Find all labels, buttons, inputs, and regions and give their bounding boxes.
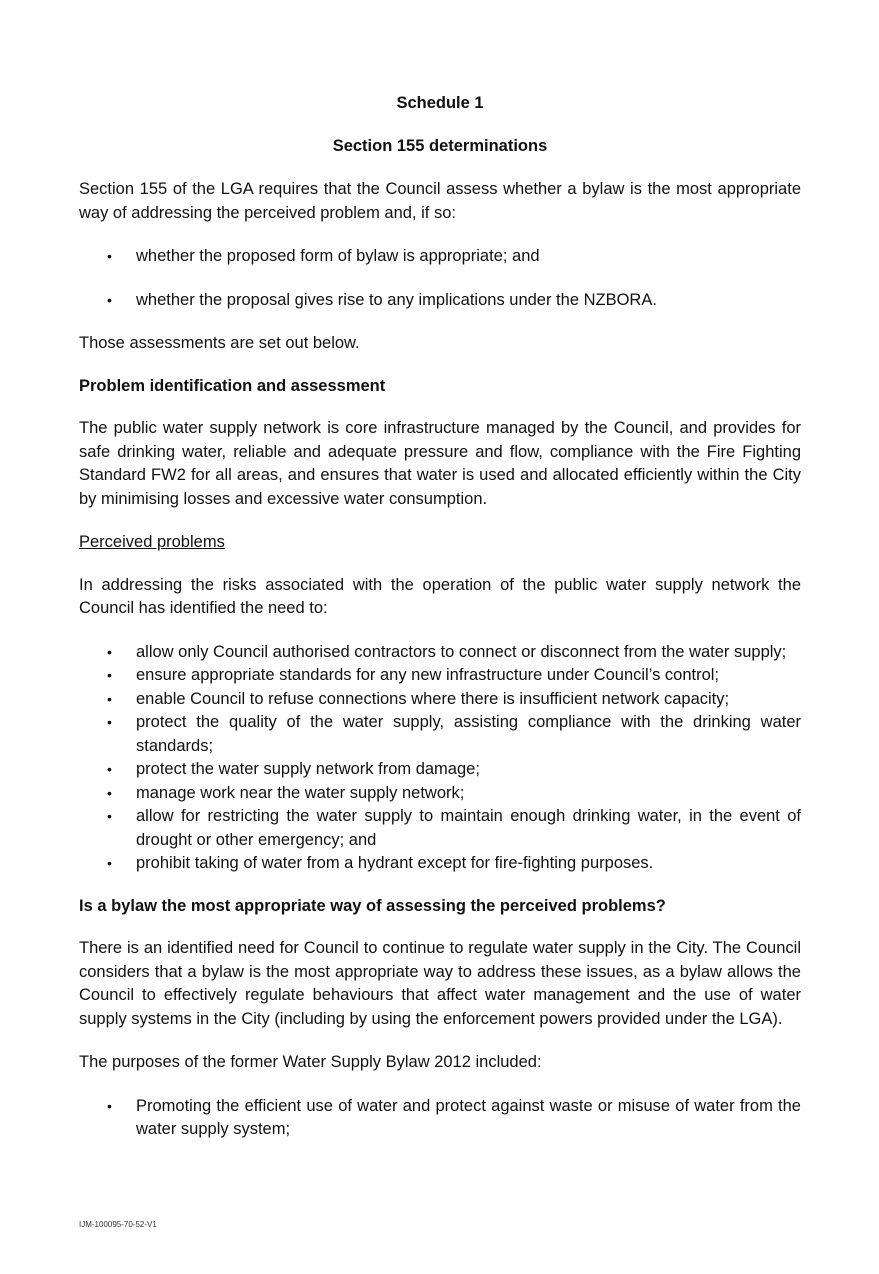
list-item: • enable Council to refuse connections where there is insufficient network capacity;: [79, 688, 801, 712]
document-reference: IJM-100095-70-52-V1: [79, 1220, 157, 1229]
list-item: • whether the proposed form of bylaw is appropriate; and: [79, 245, 801, 269]
list-item: • protect the water supply network from damage;: [79, 758, 801, 782]
bullet-icon: •: [107, 1097, 112, 1114]
bullet-icon: •: [107, 248, 112, 264]
bylaw-paragraph-1: There is an identified need for Council to continue to regulate water supply in the City. The Council considers that a bylaw is the most appropriate way to address these issues, as a bylaw allows the Council to effectively regulate behaviours that affect water management and the use of water supply systems in the City (including by using the enforcement powers provided under the LGA).: [79, 939, 801, 1028]
list-item: • whether the proposal gives rise to any implications under the NZBORA.: [79, 289, 801, 313]
list-item: • manage work near the water supply network;: [79, 782, 801, 806]
section-title: Section 155 determinations: [332, 136, 548, 155]
bullet-icon: •: [107, 690, 112, 707]
bylaw-purposes-list: [79, 1095, 801, 1142]
document-page: [79, 88, 801, 1142]
bullet-icon: •: [107, 761, 112, 777]
bullet-icon: •: [107, 808, 112, 824]
bullet-icon: •: [107, 667, 112, 683]
bylaw-paragraph-2: The purposes of the former Water Supply Bylaw 2012 included:: [79, 1053, 542, 1071]
list-item: • ensure appropriate standards for any new infrastructure under Council’s control;: [79, 664, 801, 688]
bullet-icon: •: [107, 784, 112, 801]
list-item: • prohibit taking of water from a hydrant except for fire-fighting purposes.: [79, 852, 801, 876]
intro-paragraph: Section 155 of the LGA requires that the Council assess whether a bylaw is the most appropriate way of addressing the perceived problem and, if so:: [79, 180, 801, 222]
bylaw-heading: Is a bylaw the most appropriate way of assessing the perceived problems?: [79, 896, 666, 915]
bullet-icon: •: [107, 291, 112, 308]
intro-bullet-list: [79, 245, 801, 312]
list-item: • protect the quality of the water supply, assisting compliance with the drinking water standards;: [107, 713, 801, 755]
problem-heading: Problem identification and assessment: [79, 376, 386, 395]
problem-paragraph: The public water supply network is core infrastructure managed by the Council, and provides for safe drinking water, reliable and adequate pressure and flow, compliance with the Fire Fighting Standard FW2 for all areas, and ensures that water is used and allocated efficiently within the City by minimising losses and excessive water consumption.: [79, 419, 801, 508]
list-item: • allow for restricting the water supply to maintain enough drinking water, in the event of drought or other emergency; and: [107, 807, 801, 849]
bullet-icon: •: [107, 643, 112, 660]
perceived-problems-paragraph: In addressing the risks associated with the operation of the public water supply network the Council has identified the need to:: [79, 575, 801, 617]
schedule-title: Schedule 1: [396, 94, 484, 112]
list-item: • Promoting the efficient use of water and protect against waste or misuse of water from the water supply system;: [107, 1096, 801, 1138]
perceived-problems-heading: Perceived problems: [79, 533, 225, 551]
perceived-problems-list: [79, 641, 801, 876]
intro-closing: Those assessments are set out below.: [79, 334, 360, 352]
list-item: • allow only Council authorised contractors to connect or disconnect from the water supply;: [79, 641, 801, 665]
bullet-icon: •: [107, 714, 112, 730]
bullet-icon: •: [107, 855, 112, 871]
